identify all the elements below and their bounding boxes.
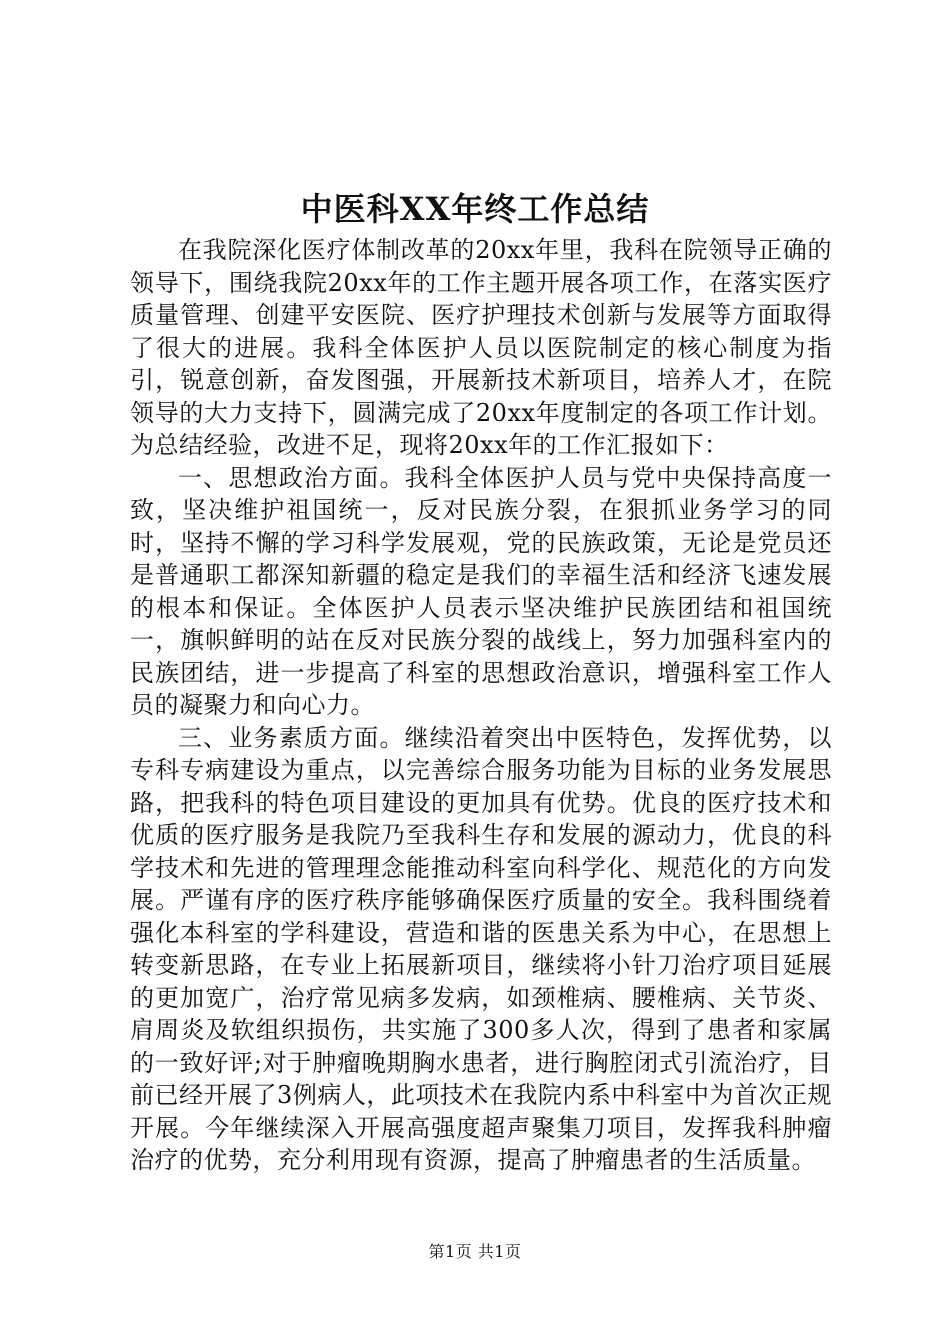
- paragraph-intro: 在我院深化医疗体制改革的20xx年里，我科在院领导正确的领导下，围绕我院20xx年的工作主题开展各项工作，在落实医疗质量管理、创建平安医院、医疗护理技术创新与发展等方面取得了很大的进展。我科全体医护人员以医院制定的核心制度为指引，锐意创新，奋发图强，开展新技术新项目，培养人才，在院领导的大力支持下，圆满完成了20xx年度制定的各项工作计划。为总结经验，改进不足，现将20xx年的工作汇报如下：: [130, 236, 832, 459]
- document-body: [130, 234, 832, 1177]
- paragraph-professional: 三、业务素质方面。继续沿着突出中医特色，发挥优势，以专科专病建设为重点，以完善综合服务功能为目标的业务发展思路，把我科的特色项目建设的更加具有优势。优良的医疗技术和优质的医疗服务是我院乃至我科生存和发展的源动力，优良的科学技术和先进的管理理念能推动科室向科学化、规范化的方向发展。严谨有序的医疗秩序能够确保医疗质量的安全。我科围绕着强化本科室的学科建设，营造和谐的医患关系为中心，在思想上转变新思路，在专业上拓展新项目，继续将小针刀治疗项目延展的更加宽广，治疗常见病多发病，如颈椎病、腰椎病、关节炎、肩周炎及软组织损伤，共实施了300多人次，得到了患者和家属的一致好评;对于肿瘤晚期胸水患者，进行胸腔闭式引流治疗，目前已经开展了3例病人，此项技术在我院内系中科室中为首次正规开展。今年继续深入开展高强度超声聚集刀项目，发挥我科肿瘤治疗的优势，充分利用现有资源，提高了肿瘤患者的生活质量。: [130, 723, 832, 1174]
- paragraph-political: 一、思想政治方面。我科全体医护人员与党中央保持高度一致，坚决维护祖国统一，反对民族分裂，在狠抓业务学习的同时，坚持不懈的学习科学发展观，党的民族政策，无论是党员还是普通职工都深知新疆的稳定是我们的幸福生活和经济飞速发展的根本和保证。全体医护人员表示坚决维护民族团结和祖国统一，旗帜鲜明的站在反对民族分裂的战线上，努力加强科室内的民族团结，进一步提高了科室的思想政治意识，增强科室工作人员的凝聚力和向心力。: [130, 463, 832, 719]
- page-footer: 第1页 共1页: [428, 1242, 522, 1261]
- document-title: 中医科XX年终工作总结: [300, 190, 650, 228]
